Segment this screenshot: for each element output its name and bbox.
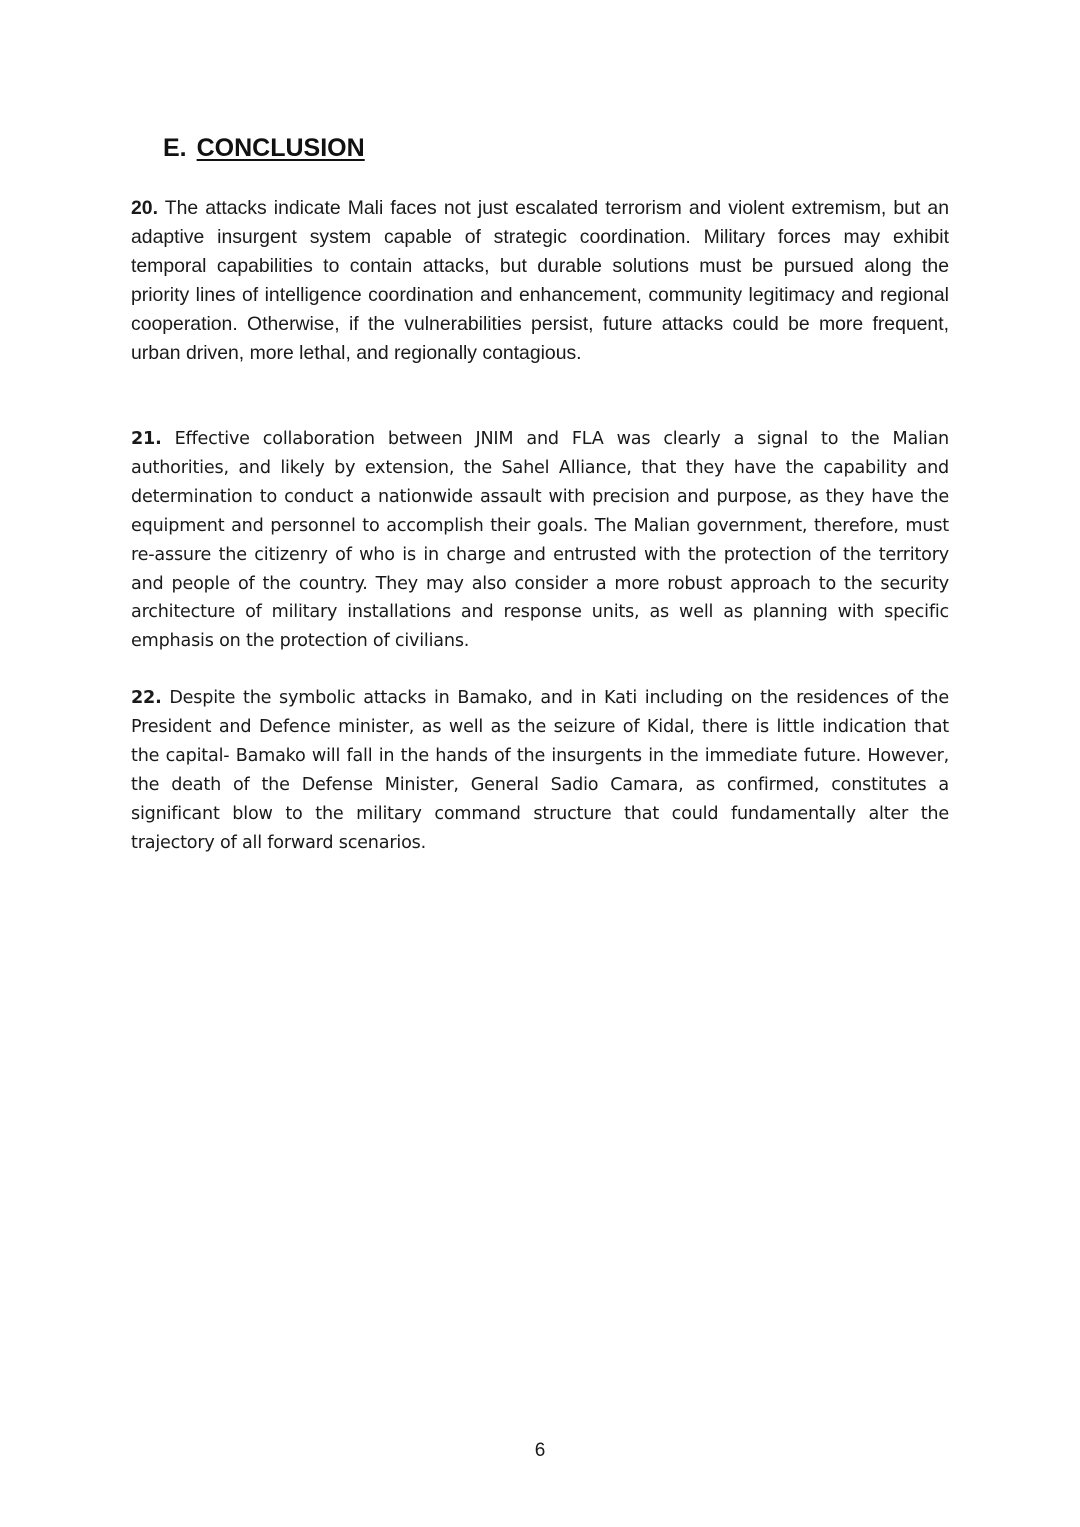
section-letter: E. (163, 134, 187, 162)
paragraph-number: 21. (131, 429, 162, 449)
paragraph-text: Effective collaboration between JNIM and FLA was clearly a signal to the Malian authorities, and likely by extension, the Sahel Alliance, that they have the capability and determination to conduct a nationwide assault with precision and purpose, as they have the equipment and personnel to accomplish their goals. The Malian government, therefore, must re-assure the citizenry of who is in charge and entrusted with the protection of the territory and people of the country. They may also consider a more robust approach to the security architecture of military installations and response units, as well as planning with specific emphasis on the protection of civilians. (131, 429, 949, 652)
page-number: 6 (534, 1440, 546, 1461)
paragraph-22 (131, 684, 949, 857)
paragraph-20 (131, 194, 949, 368)
section-title: CONCLUSION (196, 134, 365, 162)
paragraph-text: Despite the symbolic attacks in Bamako, and in Kati including on the residences of the President and Defence minister, as well as the seizure of Kidal, there is little indication that the capital- Bamako will fall in the hands of the insurgents in the immediate future. However, the death of the Defense Minister, General Sadio Camara, as confirmed, constitutes a significant blow to the military command structure that could fundamentally alter the trajectory of all forward scenarios. (131, 688, 949, 853)
section-heading (163, 132, 365, 164)
paragraph-number: 20. (131, 197, 158, 219)
paragraph-text: The attacks indicate Mali faces not just escalated terrorism and violent extremism, but an adaptive insurgent system capable of strategic coordination. Military forces may exhibit temporal capabilities to contain attacks, but durable solutions must be pursued along the priority lines of intelligence coordination and enhancement, community legitimacy and regional cooperation. Otherwise, if the vulnerabilities persist, future attacks could be more frequent, urban driven, more lethal, and regionally contagious. (131, 197, 949, 364)
paragraph-number: 22. (131, 688, 162, 708)
paragraph-21 (131, 425, 949, 656)
